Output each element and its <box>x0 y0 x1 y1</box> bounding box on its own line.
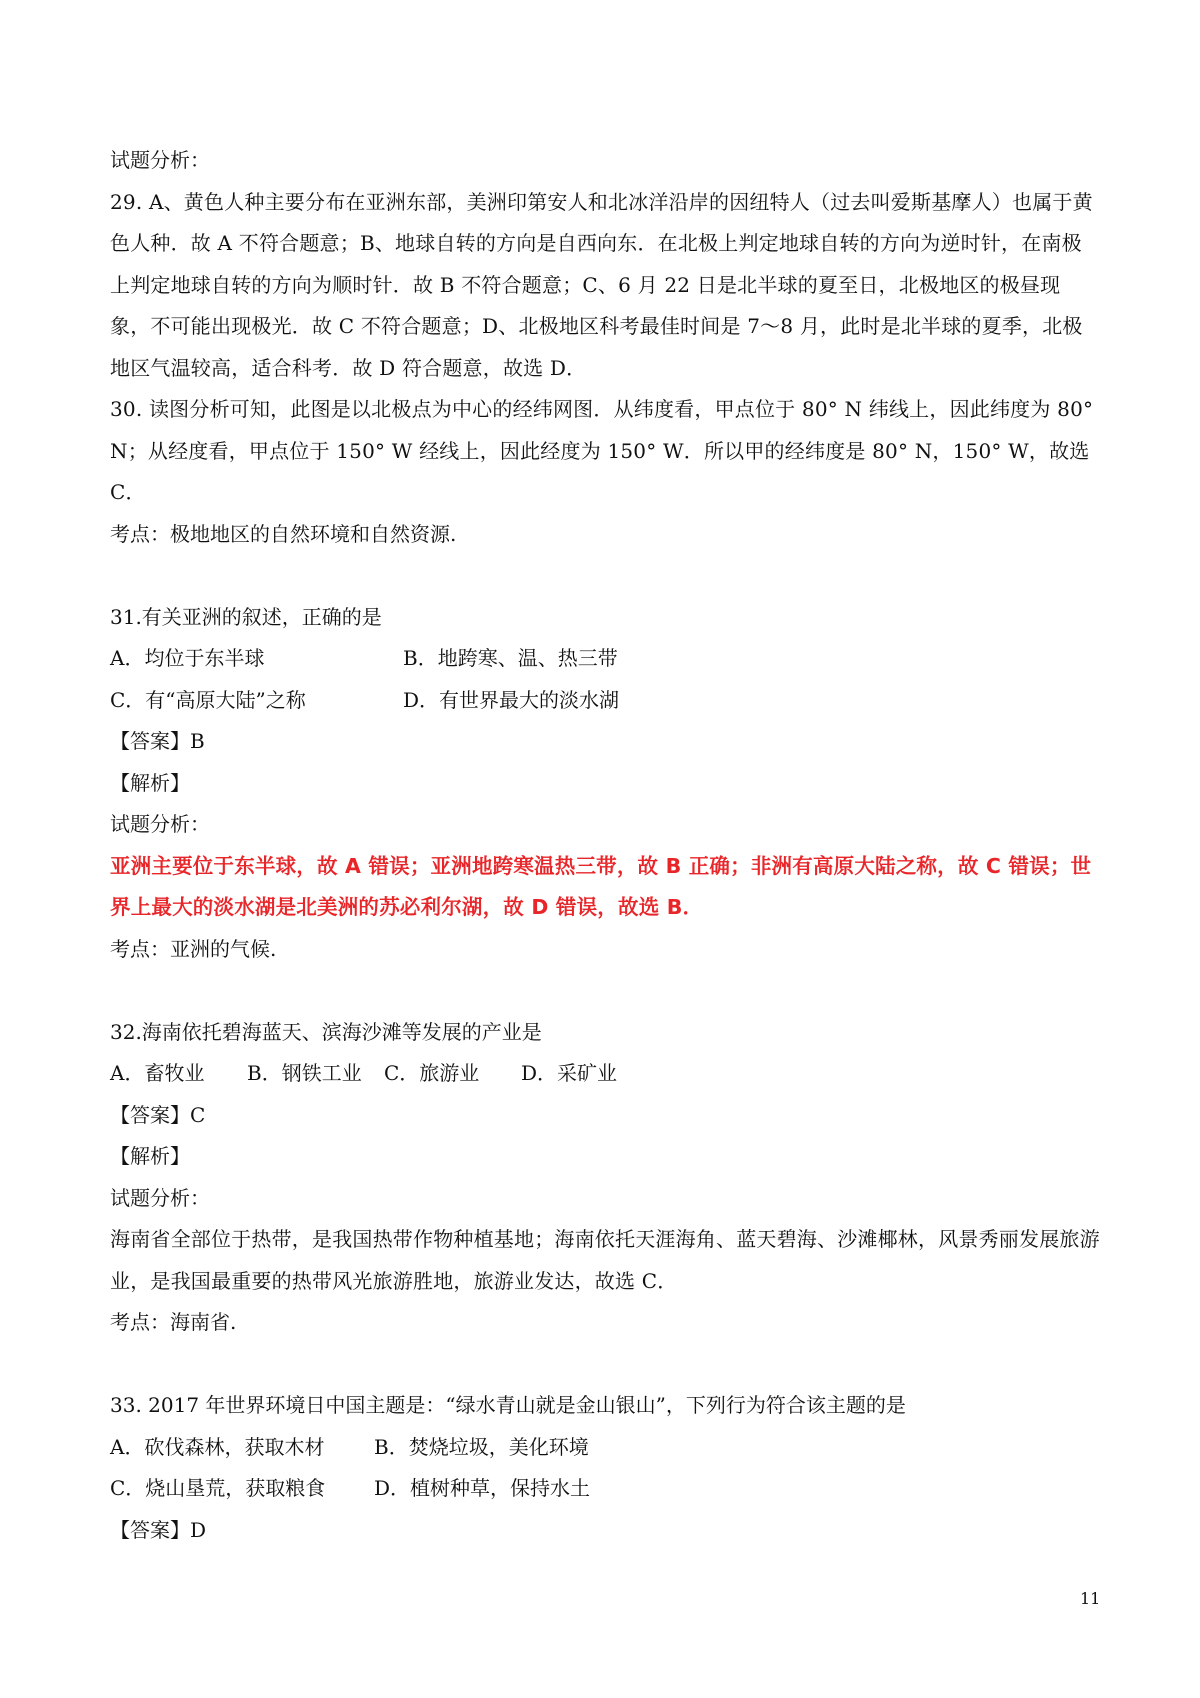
question-33-options-row-2 <box>110 1468 1100 1510</box>
option-b: B．焚烧垃圾，美化环境 <box>374 1434 589 1459</box>
option-a: A．均位于东半球 <box>110 646 265 670</box>
spacer <box>110 555 1100 597</box>
option-c: C．有“高原大陆”之称 <box>110 687 306 712</box>
option-c: C．烧山垦荒，获取粮食 <box>110 1476 326 1500</box>
kaodian-q30: 考点：极地地区的自然环境和自然资源. <box>110 521 457 546</box>
jiexi-label: 【解析】 <box>110 770 190 795</box>
kaodian-q31: 考点：亚洲的气候. <box>110 936 277 961</box>
analysis-label: 试题分析： <box>110 148 210 172</box>
option-b: B．钢铁工业 <box>247 1061 362 1085</box>
option-a: A．畜牧业 <box>110 1061 205 1085</box>
analysis-label: 试题分析： <box>110 1185 210 1210</box>
question-31-options-row-1 <box>110 638 1100 680</box>
question-32-options-row <box>110 1053 1100 1095</box>
question-31-options-row-2 <box>110 680 1100 722</box>
question-33-stem: 33. 2017 年世界环境日中国主题是：“绿水青山就是金山银山”，下列行为符合该主题的是 <box>110 1393 906 1417</box>
answer-label: 【答案】B <box>110 729 205 753</box>
spacer <box>110 970 1100 1012</box>
page-content <box>110 140 1100 1551</box>
option-d: D．植树种草，保持水土 <box>374 1476 591 1500</box>
option-b: B．地跨寒、温、热三带 <box>403 646 618 670</box>
option-c: C．旅游业 <box>384 1061 480 1085</box>
explanation-q31-highlighted: 亚洲主要位于东半球，故 A 错误；亚洲地跨寒温热三带，故 B 正确；非洲有高原大陆之称，故 C 错误；世界上最大的淡水湖是北美洲的苏必利尔湖，故 D 错误，故选 B． <box>110 853 1092 919</box>
explanation-q30: 30. 读图分析可知，此图是以北极点为中心的经纬网图．从纬度看，甲点位于 80° N 纬线上，因此纬度为 80° N；从经度看，甲点位于 150° W 经线上，因此经度为 150° W．所以甲的经纬度是 80° N，150° W，故选 C． <box>110 397 1094 504</box>
answer-label: 【答案】D <box>110 1517 207 1542</box>
explanation-q29: 29. A、黄色人种主要分布在亚洲东部，美洲印第安人和北冰洋沿岸的因纽特人（过去叫爱斯基摩人）也属于黄色人种．故 A 不符合题意；B、地球自转的方向是自西向东．在北极上判定地球自转的方向为逆时针，在南极上判定地球自转的方向为顺时针．故 B 不符合题意；C、6 月 22 日是北半球的夏至日，北极地区的极昼现象，不可能出现极光．故 C 不符合题意；D、北极地区科考最佳时间是 7～8 月，此时是北半球的夏季，北极地区气温较高，适合科考．故 D 符合题意，故选 D． <box>110 189 1093 380</box>
jiexi-label: 【解析】 <box>110 1144 190 1168</box>
page-number: 11 <box>1080 1589 1101 1608</box>
answer-label: 【答案】C <box>110 1102 206 1127</box>
explanation-q32: 海南省全部位于热带，是我国热带作物种植基地；海南依托天涯海角、蓝天碧海、沙滩椰林，风景秀丽发展旅游业，是我国最重要的热带风光旅游胜地，旅游业发达，故选 C． <box>110 1227 1100 1293</box>
question-33-options-row-1 <box>110 1427 1100 1469</box>
option-a: A．砍伐森林，获取木材 <box>110 1434 325 1459</box>
question-32-stem: 32.海南依托碧海蓝天、滨海沙滩等发展的产业是 <box>110 1019 542 1044</box>
option-d: D．有世界最大的淡水湖 <box>403 687 620 712</box>
kaodian-q32: 考点：海南省. <box>110 1310 237 1334</box>
option-d: D．采矿业 <box>521 1061 618 1085</box>
spacer <box>110 1344 1100 1386</box>
question-31-stem: 31.有关亚洲的叙述，正确的是 <box>110 604 382 629</box>
analysis-label: 试题分析： <box>110 812 210 836</box>
